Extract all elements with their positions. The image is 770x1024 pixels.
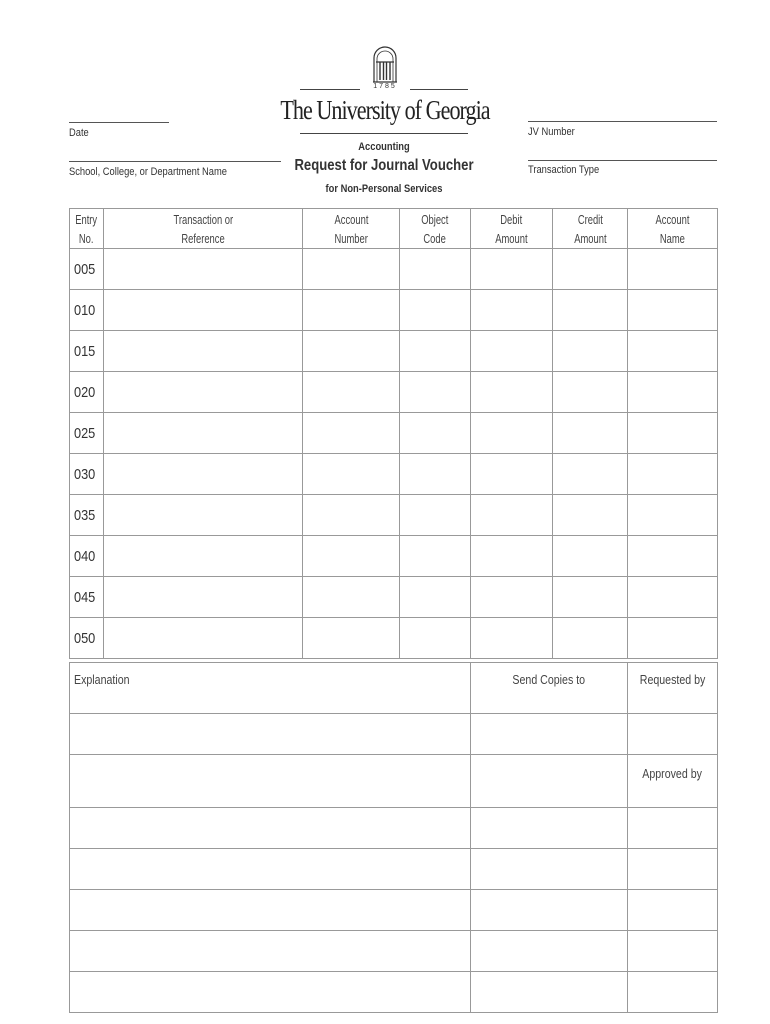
- explanation-row: [70, 755, 718, 808]
- table-row: [70, 495, 718, 536]
- table-row: [70, 249, 718, 290]
- account-name-cell[interactable]: [628, 290, 718, 331]
- table-row: [70, 618, 718, 659]
- debit-cell[interactable]: [471, 536, 553, 577]
- explanation-cell[interactable]: [70, 808, 471, 849]
- col-account-name: Account Name: [628, 209, 718, 249]
- entry-number: 015: [70, 331, 104, 372]
- requested-by-label-cell: [628, 663, 718, 714]
- entry-number: 005: [70, 249, 104, 290]
- university-arch-logo: [370, 44, 400, 86]
- account-number-cell[interactable]: [303, 577, 400, 618]
- date-line[interactable]: [69, 122, 169, 123]
- table-row: [70, 372, 718, 413]
- department-label: School, College, or Department Name: [69, 166, 227, 178]
- transaction-cell[interactable]: [104, 577, 303, 618]
- entry-number: 030: [70, 454, 104, 495]
- account-number-cell[interactable]: [303, 413, 400, 454]
- signature-cell[interactable]: [628, 849, 718, 890]
- credit-cell[interactable]: [553, 290, 628, 331]
- account-name-cell[interactable]: [628, 331, 718, 372]
- object-code-cell[interactable]: [400, 413, 471, 454]
- entry-number: 040: [70, 536, 104, 577]
- explanation-row: [70, 808, 718, 849]
- jv-number-label: JV Number: [528, 126, 575, 138]
- account-name-cell[interactable]: [628, 536, 718, 577]
- send-copies-cell[interactable]: [471, 808, 628, 849]
- object-code-cell[interactable]: [400, 495, 471, 536]
- debit-cell[interactable]: [471, 495, 553, 536]
- explanation-section: [69, 662, 718, 1013]
- approved-by-signature[interactable]: [628, 808, 718, 849]
- signature-cell[interactable]: [628, 972, 718, 1013]
- table-row: [70, 536, 718, 577]
- object-code-cell[interactable]: [400, 372, 471, 413]
- explanation-cell[interactable]: [70, 972, 471, 1013]
- credit-cell[interactable]: [553, 331, 628, 372]
- account-number-cell[interactable]: [303, 372, 400, 413]
- account-number-cell[interactable]: [303, 618, 400, 659]
- credit-cell[interactable]: [553, 249, 628, 290]
- account-number-cell[interactable]: [303, 249, 400, 290]
- credit-cell[interactable]: [553, 454, 628, 495]
- explanation-cell[interactable]: [70, 890, 471, 931]
- explanation-row: [70, 972, 718, 1013]
- explanation-row: [70, 890, 718, 931]
- transaction-type-label: Transaction Type: [528, 164, 600, 176]
- transaction-cell[interactable]: [104, 249, 303, 290]
- explanation-cell[interactable]: [70, 931, 471, 972]
- col-credit-amount: Credit Amount: [553, 209, 628, 249]
- signature-cell[interactable]: [628, 931, 718, 972]
- approved-by-label-cell: [628, 755, 718, 808]
- explanation-label-cell: [70, 663, 471, 714]
- account-name-cell[interactable]: [628, 495, 718, 536]
- explanation-row: [70, 714, 718, 755]
- object-code-cell[interactable]: [400, 290, 471, 331]
- debit-cell[interactable]: [471, 577, 553, 618]
- form-subtitle: for Non-Personal Services: [325, 183, 443, 195]
- account-number-cell[interactable]: [303, 331, 400, 372]
- object-code-cell[interactable]: [400, 577, 471, 618]
- entry-number: 020: [70, 372, 104, 413]
- table-row: [70, 290, 718, 331]
- title-rule: [300, 133, 468, 134]
- logo-rule-right: [410, 89, 468, 90]
- entry-number: 050: [70, 618, 104, 659]
- send-copies-label: Send Copies to: [512, 673, 586, 687]
- credit-cell[interactable]: [553, 618, 628, 659]
- date-label: Date: [69, 127, 89, 139]
- transaction-cell[interactable]: [104, 618, 303, 659]
- account-number-cell[interactable]: [303, 290, 400, 331]
- debit-cell[interactable]: [471, 290, 553, 331]
- logo-year: 1785: [373, 83, 397, 90]
- explanation-cell[interactable]: [70, 714, 471, 755]
- entry-number: 035: [70, 495, 104, 536]
- col-entry-no: Entry No.: [70, 209, 104, 249]
- form-title: Request for Journal Voucher: [294, 157, 474, 174]
- send-copies-cell[interactable]: [471, 931, 628, 972]
- transaction-cell[interactable]: [104, 454, 303, 495]
- account-name-cell[interactable]: [628, 618, 718, 659]
- transaction-cell[interactable]: [104, 290, 303, 331]
- account-name-cell[interactable]: [628, 454, 718, 495]
- account-number-cell[interactable]: [303, 495, 400, 536]
- transaction-cell[interactable]: [104, 495, 303, 536]
- logo-rule-left: [300, 89, 360, 90]
- object-code-cell[interactable]: [400, 454, 471, 495]
- object-code-cell[interactable]: [400, 536, 471, 577]
- credit-cell[interactable]: [553, 495, 628, 536]
- account-number-cell[interactable]: [303, 454, 400, 495]
- table-row: [70, 331, 718, 372]
- requested-by-signature[interactable]: [628, 714, 718, 755]
- explanation-cell[interactable]: [70, 755, 471, 808]
- entry-number: 010: [70, 290, 104, 331]
- send-copies-label-cell: [471, 663, 628, 714]
- object-code-cell[interactable]: [400, 331, 471, 372]
- department-line[interactable]: [69, 161, 281, 162]
- debit-cell[interactable]: [471, 618, 553, 659]
- object-code-cell[interactable]: [400, 249, 471, 290]
- account-name-cell[interactable]: [628, 372, 718, 413]
- department-name: Accounting: [358, 141, 410, 153]
- entry-number: 025: [70, 413, 104, 454]
- explanation-label: Explanation: [74, 673, 130, 687]
- transaction-cell[interactable]: [104, 331, 303, 372]
- send-copies-cell[interactable]: [471, 849, 628, 890]
- credit-cell[interactable]: [553, 536, 628, 577]
- university-name: The University of Georgia: [280, 95, 490, 125]
- credit-cell[interactable]: [553, 577, 628, 618]
- transaction-cell[interactable]: [104, 536, 303, 577]
- credit-cell[interactable]: [553, 372, 628, 413]
- send-copies-cell[interactable]: [471, 972, 628, 1013]
- debit-cell[interactable]: [471, 331, 553, 372]
- transaction-type-line[interactable]: [528, 160, 717, 161]
- explanation-row: [70, 931, 718, 972]
- credit-cell[interactable]: [553, 413, 628, 454]
- account-number-cell[interactable]: [303, 536, 400, 577]
- table-header: [70, 209, 718, 249]
- jv-number-line[interactable]: [528, 121, 717, 122]
- debit-cell[interactable]: [471, 249, 553, 290]
- col-debit-amount: Debit Amount: [471, 209, 553, 249]
- col-object-code: Object Code: [400, 209, 471, 249]
- explanation-cell[interactable]: [70, 849, 471, 890]
- signature-cell[interactable]: [628, 890, 718, 931]
- requested-by-label: Requested by: [639, 673, 706, 687]
- account-name-cell[interactable]: [628, 577, 718, 618]
- table-row: [70, 413, 718, 454]
- account-name-cell[interactable]: [628, 249, 718, 290]
- col-account-number: Account Number: [303, 209, 400, 249]
- col-transaction-reference: Transaction or Reference: [104, 209, 303, 249]
- send-copies-cell[interactable]: [471, 890, 628, 931]
- table-row: [70, 577, 718, 618]
- transaction-cell[interactable]: [104, 372, 303, 413]
- entry-number: 045: [70, 577, 104, 618]
- transaction-cell[interactable]: [104, 413, 303, 454]
- debit-cell[interactable]: [471, 413, 553, 454]
- table-row: [70, 454, 718, 495]
- object-code-cell[interactable]: [400, 618, 471, 659]
- debit-cell[interactable]: [471, 454, 553, 495]
- send-copies-cell[interactable]: [471, 714, 628, 755]
- approved-by-label: Approved by: [642, 767, 703, 781]
- debit-cell[interactable]: [471, 372, 553, 413]
- explanation-header: [70, 663, 718, 714]
- account-name-cell[interactable]: [628, 413, 718, 454]
- send-copies-cell[interactable]: [471, 755, 628, 808]
- journal-entry-table: [69, 208, 718, 659]
- explanation-row: [70, 849, 718, 890]
